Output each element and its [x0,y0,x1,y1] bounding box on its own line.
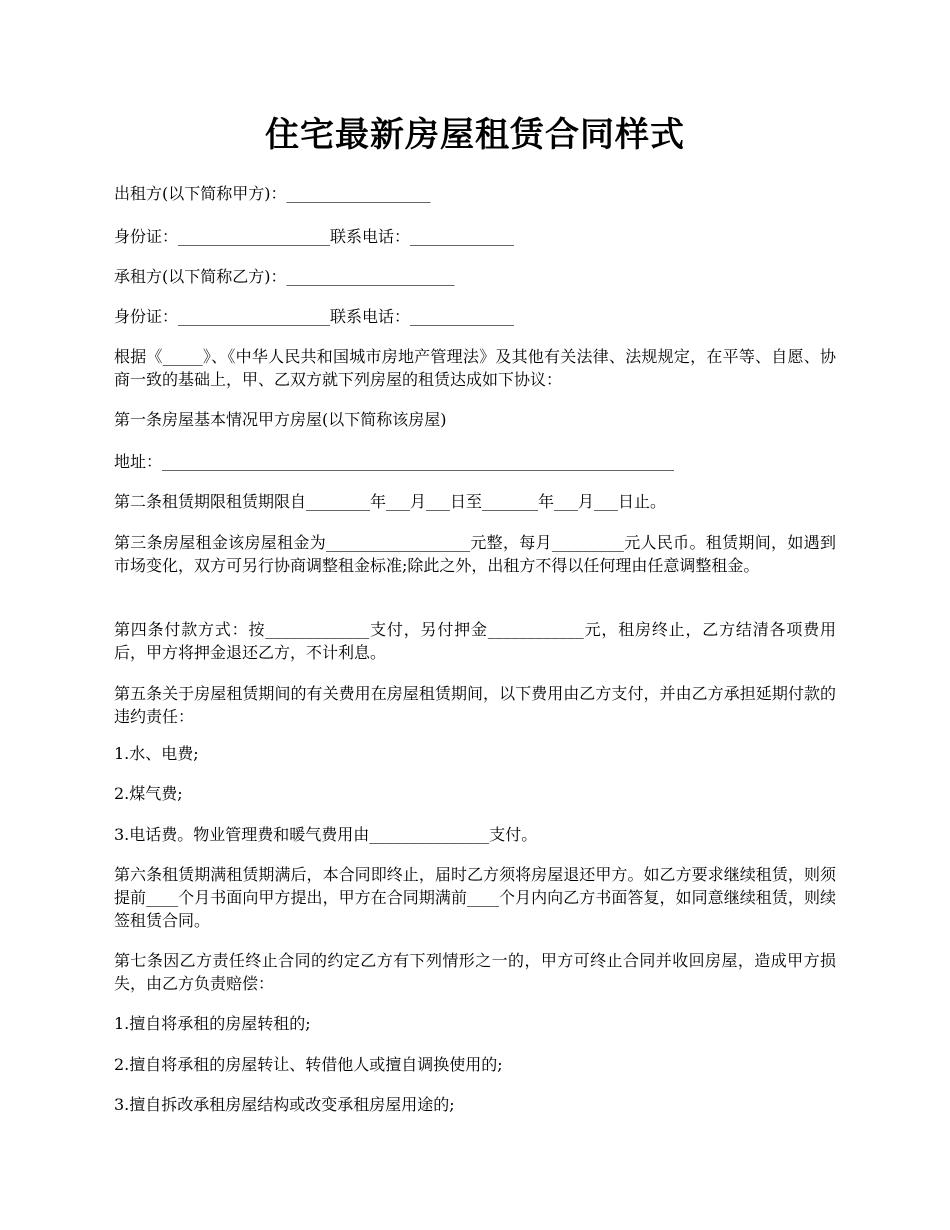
preamble-paragraph: 根据《_____》、《中华人民共和国城市房地产管理法》及其他有关法律、法规规定，在平等、自愿、协商一致的基础上，甲、乙双方就下列房屋的租赁达成如下协议： [114,347,836,389]
article-2-term: 第二条租赁期限租赁期限自________年___月___日至_______年___月___日止。 [114,492,667,511]
termination-item-3: 3.擅自拆改承租房屋结构或改变承租房屋用途的; [114,1095,455,1114]
fee-item-1: 1.水、电费; [114,744,199,763]
article-6-expiry: 第六条租赁期满租赁期满后，本合同即终止，届时乙方须将房屋退还甲方。如乙方要求继续租赁，则须提前____个月书面向甲方提出，甲方在合同期满前____个月内向乙方书面答复，如同意继续租赁，则续签租赁合同。 [114,865,836,930]
termination-item-1: 1.擅自将承租的房屋转租的; [114,1014,311,1033]
lessee-id-phone-line: 身份证：___________________联系电话：_____________ [114,307,515,326]
article-5-fees: 第五条关于房屋租赁期间的有关费用在房屋租赁期间，以下费用由乙方支付，并由乙方承担延期付款的违约责任： [114,684,836,726]
document-title: 住宅最新房屋租赁合同样式 [265,115,685,155]
article-1-heading: 第一条房屋基本情况甲方房屋(以下简称该房屋) [114,410,447,429]
article-3-rent: 第三条房屋租金该房屋租金为__________________元整，每月_________元人民币。租赁期间，如遇到市场变化，双方可另行协商调整租金标准;除此之外，出租方不得以任何理由任意调整租金。 [114,533,836,575]
address-line: 地址：________________________________________________________________ [114,452,675,471]
lessor-line: 出租方(以下简称甲方)：__________________ [114,184,431,203]
lessee-line: 承租方(以下简称乙方)：_____________________ [114,267,455,286]
lessor-id-phone-line: 身份证：___________________联系电话：_____________ [114,227,515,246]
fee-item-2: 2.煤气费; [114,784,183,803]
article-4-payment: 第四条付款方式：按_____________支付，另付押金____________元，租房终止，乙方结清各项费用后，甲方将押金退还乙方，不计利息。 [114,620,836,662]
article-7-termination: 第七条因乙方责任终止合同的约定乙方有下列情形之一的，甲方可终止合同并收回房屋，造成甲方损失，由乙方负责赔偿： [114,951,836,993]
termination-item-2: 2.擅自将承租的房屋转让、转借他人或擅自调换使用的; [114,1055,503,1074]
fee-item-3: 3.电话费。物业管理费和暖气费用由_______________支付。 [114,825,538,844]
